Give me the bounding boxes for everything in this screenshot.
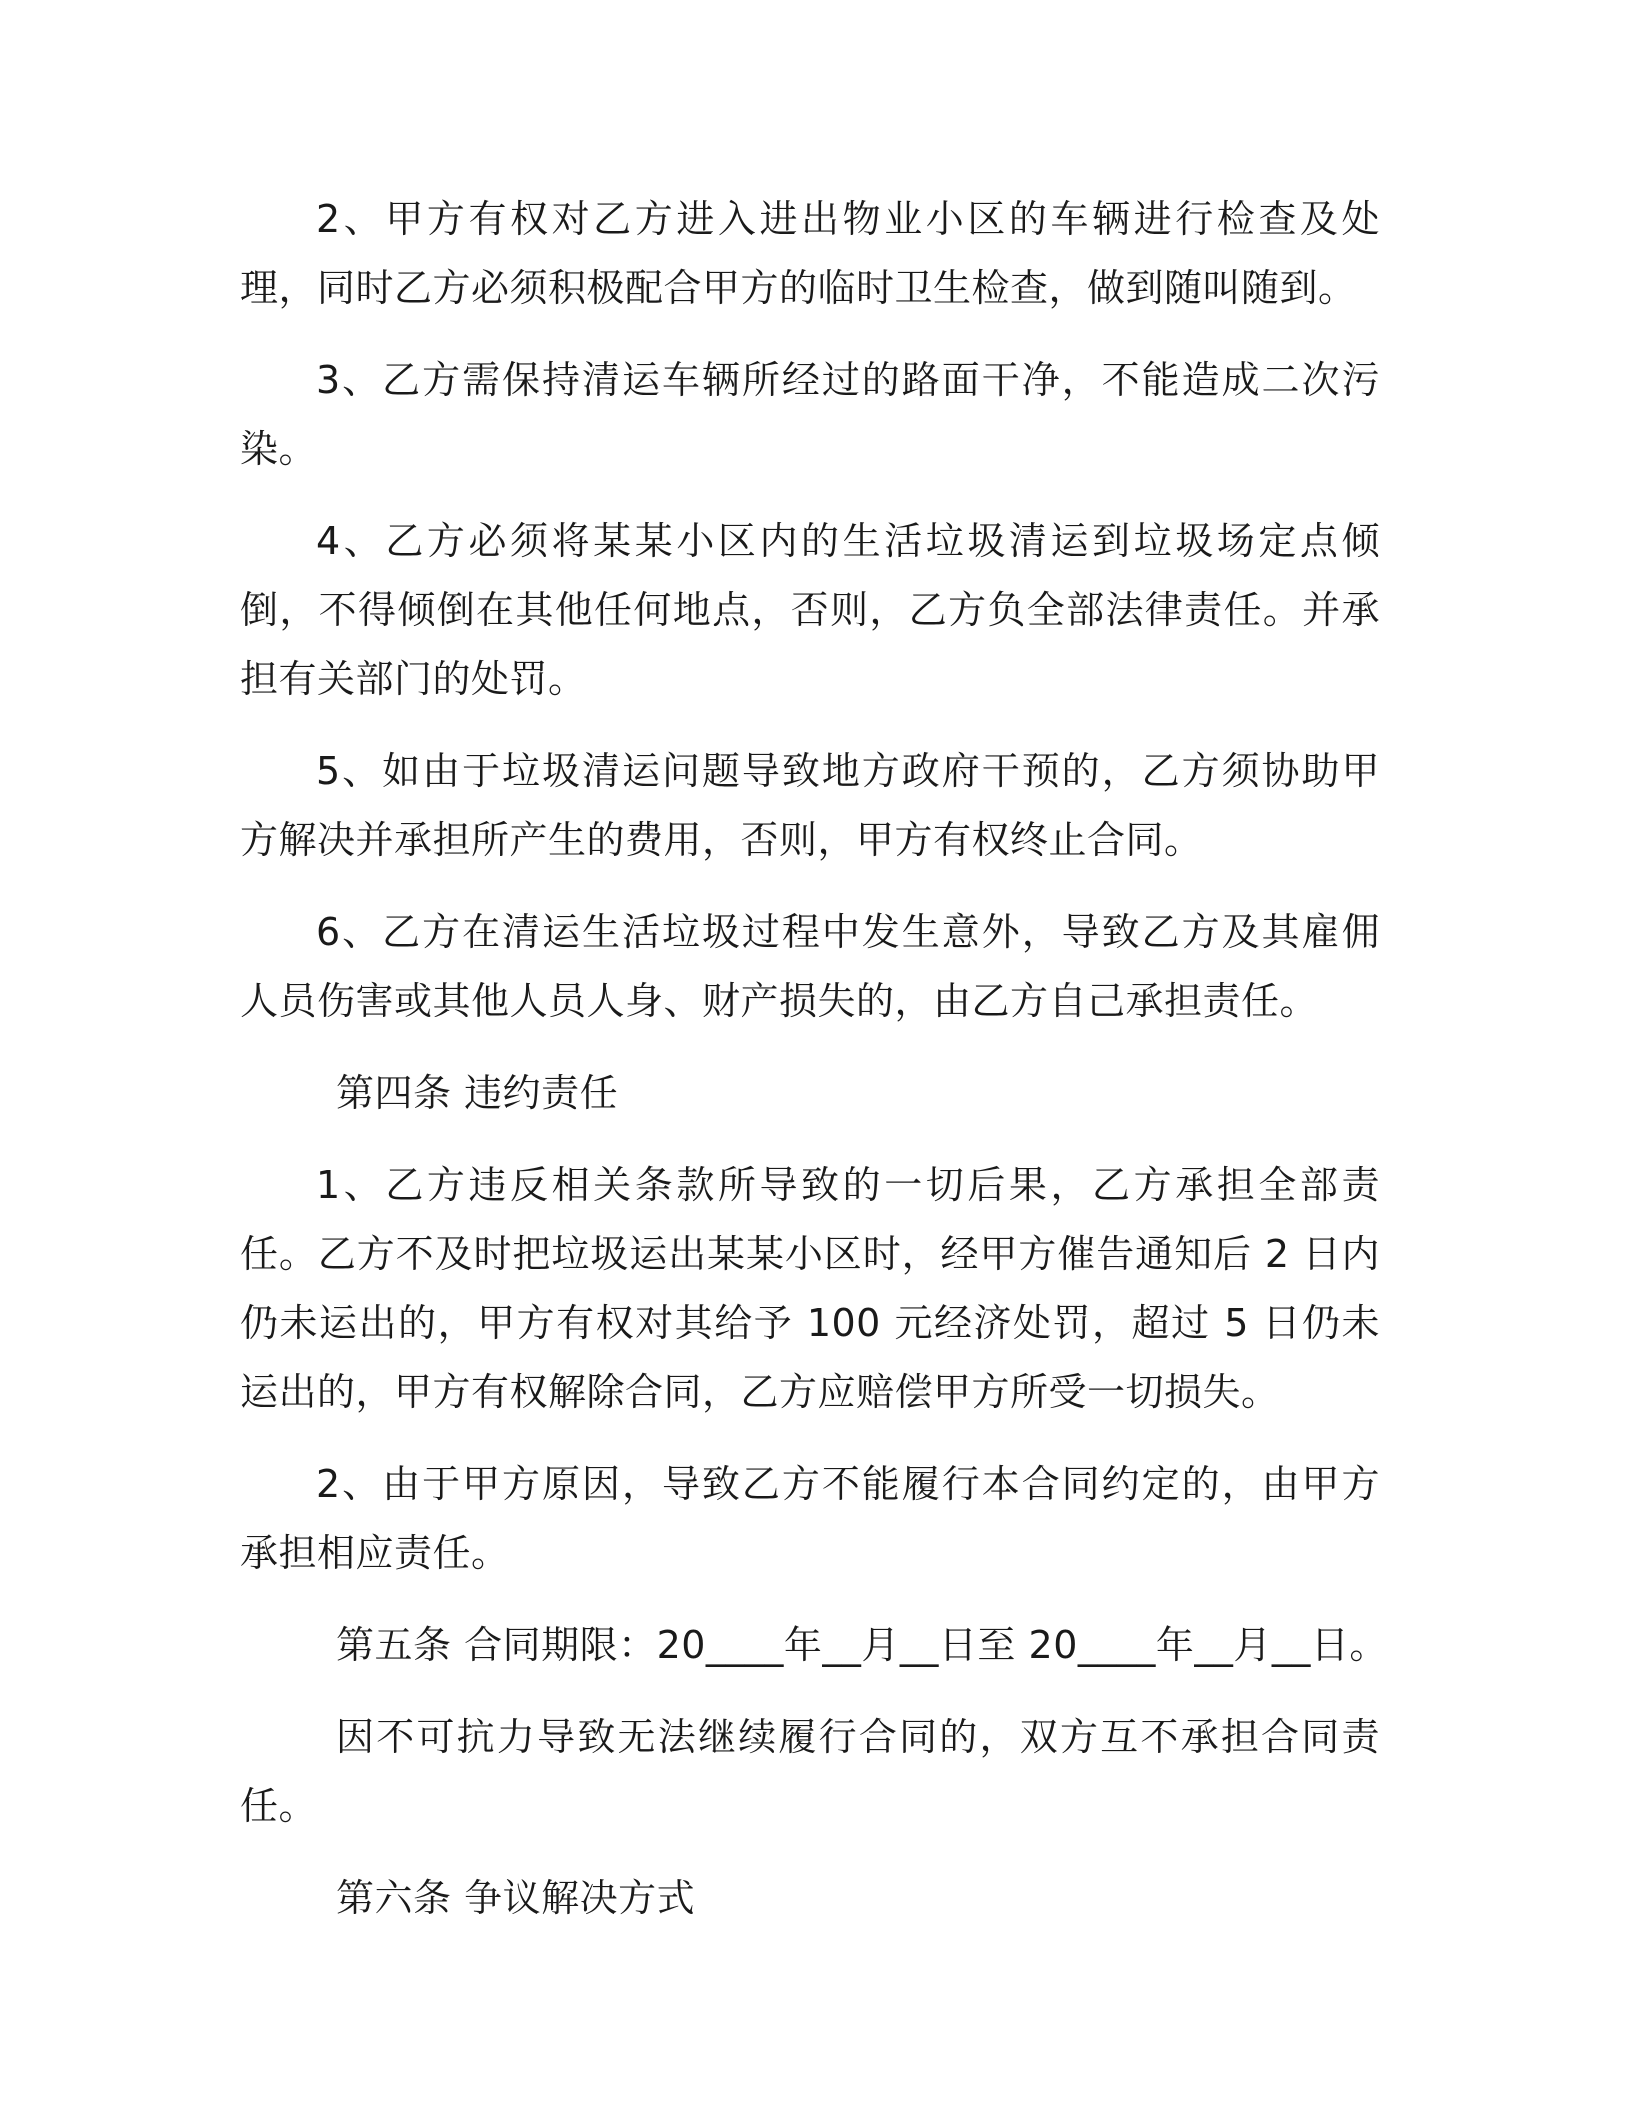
article-5-heading: 第五条 合同期限：20____年__月__日至 20____年__月__日。 bbox=[336, 1623, 1388, 1667]
clause-4-item-1: 1、乙方违反相关条款所导致的一切后果，乙方承担全部责任。乙方不及时把垃圾运出某某小区时，经甲方催告通知后 2 日内仍未运出的，甲方有权对其给予 100 元经济处罚，超过 5 日仍未运出的，甲方有权解除合同，乙方应赔偿甲方所受一切损失。 bbox=[240, 1163, 1380, 1414]
clause-3-item-5: 5、如由于垃圾清运问题导致地方政府干预的，乙方须协助甲方解决并承担所产生的费用，否则，甲方有权终止合同。 bbox=[240, 749, 1380, 862]
article-6-heading: 第六条 争议解决方式 bbox=[336, 1876, 696, 1920]
clause-4-item-2: 2、由于甲方原因，导致乙方不能履行本合同约定的，由甲方承担相应责任。 bbox=[240, 1462, 1380, 1575]
article-4-heading: 第四条 违约责任 bbox=[336, 1071, 619, 1115]
document-body bbox=[240, 185, 1388, 1956]
clause-3-item-6: 6、乙方在清运生活垃圾过程中发生意外，导致乙方及其雇佣人员伤害或其他人员人身、财产损失的，由乙方自己承担责任。 bbox=[240, 910, 1380, 1023]
force-majeure-note: 因不可抗力导致无法继续履行合同的，双方互不承担合同责任。 bbox=[240, 1715, 1380, 1828]
clause-3-item-2: 2、甲方有权对乙方进入进出物业小区的车辆进行检查及处理，同时乙方必须积极配合甲方的临时卫生检查，做到随叫随到。 bbox=[240, 197, 1380, 310]
clause-3-item-4: 4、乙方必须将某某小区内的生活垃圾清运到垃圾场定点倾倒，不得倾倒在其他任何地点，否则，乙方负全部法律责任。并承担有关部门的处罚。 bbox=[240, 519, 1380, 701]
clause-3-item-3: 3、乙方需保持清运车辆所经过的路面干净，不能造成二次污染。 bbox=[240, 358, 1380, 471]
